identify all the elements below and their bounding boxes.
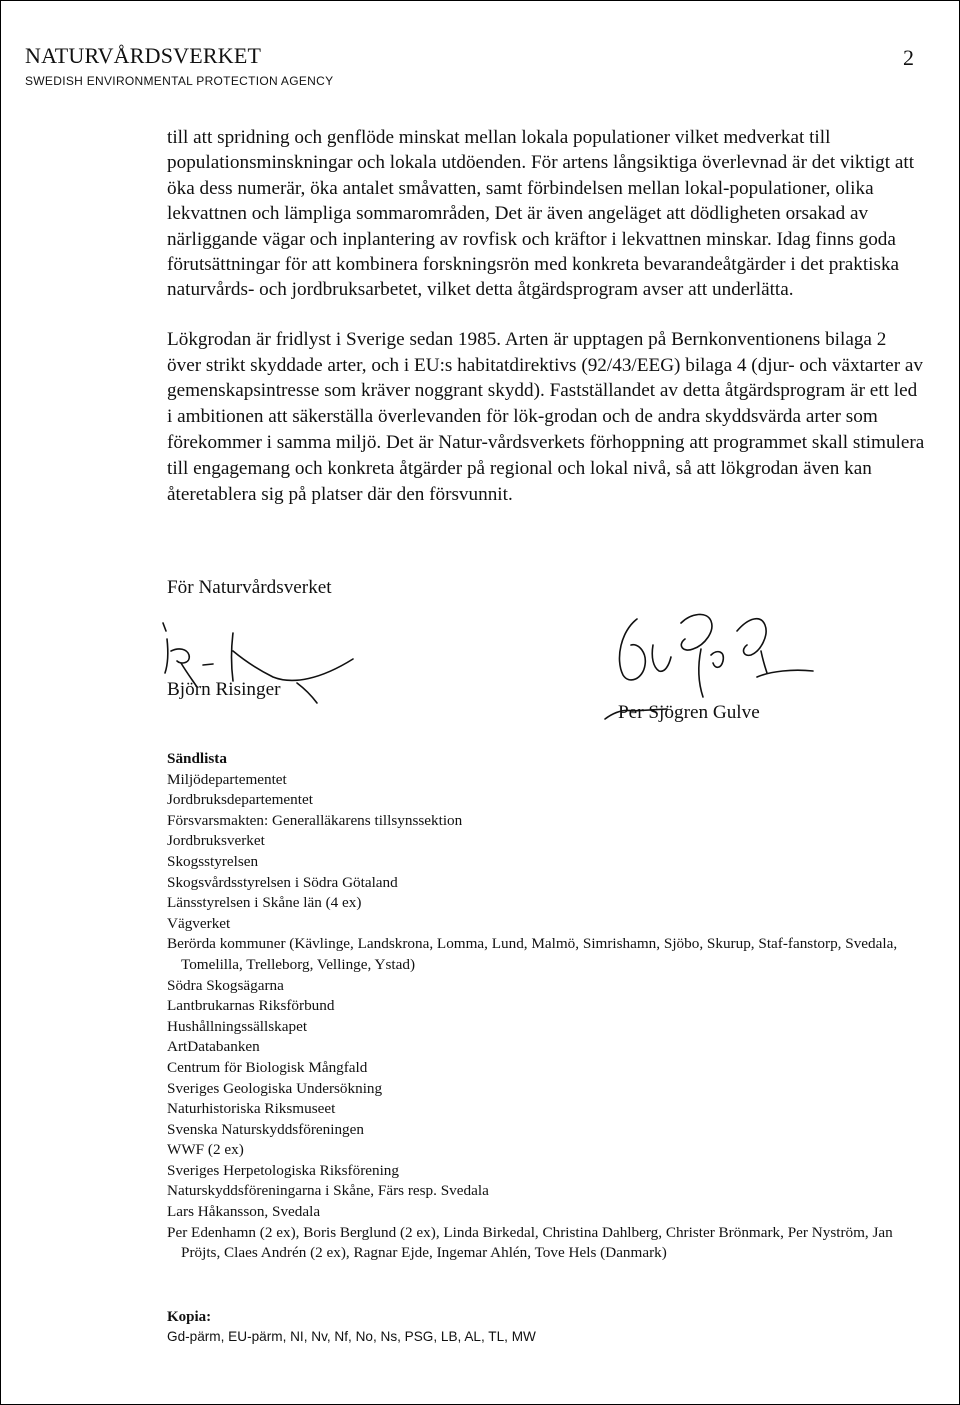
list-item: Jordbruksverket: [167, 832, 265, 850]
list-item: Svenska Naturskyddsföreningen: [167, 1120, 364, 1138]
page-number: 2: [903, 45, 914, 70]
list-item: Lars Håkansson, Svedala: [167, 1203, 321, 1221]
list-item: WWF (2 ex): [167, 1141, 244, 1159]
list-item: ArtDatabanken: [167, 1038, 260, 1056]
list-item: Lantbrukarnas Riksförbund: [167, 997, 335, 1015]
list-item: Naturskyddsföreningarna i Skåne, Färs resp. Svedala: [167, 1182, 489, 1200]
closing-line: För Naturvårdsverket: [167, 577, 332, 598]
list-item: Naturhistoriska Riksmuseet: [167, 1100, 336, 1118]
list-item: Skogsstyrelsen: [167, 852, 259, 870]
list-item: Centrum för Biologisk Mångfald: [167, 1058, 368, 1076]
copy-title: Kopia:: [167, 1309, 212, 1325]
organization-subtitle: SWEDISH ENVIRONMENTAL PROTECTION AGENCY: [25, 74, 334, 88]
distribution-title: Sändlista: [167, 750, 227, 767]
list-item: Södra Skogsägarna: [167, 976, 284, 994]
signatory-name-2: Per Sjögren Gulve: [618, 702, 760, 723]
list-item: Per Edenhamn (2 ex), Boris Berglund (2 ex), Linda Birkedal, Christina Dahlberg, Christer Brönmark, Per Nyström, Jan Pröjts, Claes Andrén (2 ex), Ragnar Ejde, Ingemar Ahlén, Tove Hels (Danmark): [167, 1223, 893, 1262]
list-item: Sveriges Herpetologiska Riksförening: [167, 1161, 399, 1179]
list-item: Skogsvårdsstyrelsen i Södra Götaland: [167, 873, 398, 891]
list-item: Vägverket: [167, 914, 231, 932]
list-item: Jordbruksdepartementet: [167, 791, 313, 809]
body-text: [167, 125, 925, 507]
list-item: Hushållningssällskapet: [167, 1017, 308, 1035]
list-item: Miljödepartementet: [167, 770, 287, 788]
body-paragraph-1: till att spridning och genflöde minskat mellan lokala populationer vilket medverkat till populationsminskningar och lokala utdöenden. För artens långsiktiga överlevnad är det viktigt att öka dess numerär, öka antalet småvatten, samt förbindelsen mellan lokal-populationer, olika lekvattnen och lämpliga sommarområden, Det är även angeläget att dödligheten orsakad av närliggande vägar och inplantering av rovfisk och kräftor i lekvattnen minskar. Idag finns goda förutsättningar för att kombinera forskningsrön med konkreta bevarandeåtgärder i det praktiska naturvårds- och jordbruksarbetet, vilket detta åtgärdsprogram avser att underlätta.: [167, 127, 915, 301]
signatory-name-1: Björn Risinger: [167, 679, 281, 700]
list-item: Försvarsmakten: Generalläkarens tillsynssektion: [167, 811, 463, 829]
distribution-list: [167, 749, 927, 1264]
list-item: Länsstyrelsen i Skåne län (4 ex): [167, 894, 362, 912]
signature-risinger-icon: [141, 611, 401, 721]
body-paragraph-2: Lökgrodan är fridlyst i Sverige sedan 1985. Arten är upptagen på Bernkonventionens bilaga 2 över strikt skyddade arter, och i EU:s habitatdirektivs (92/43/EEG) bilaga 4 (djur- och växtarter av gemenskapsintresse som kräver noggrant skydd). Fastställandet av detta åtgärdsprogram är ett led i ambitionen att säkerställa överlevanden för lök-grodan och de andra skyddsvärda arter som förekommer i samma miljö. Det är Natur-vårdsverkets förhoppning att programmet skall stimulera till engagemang och konkreta åtgärder på regional och lokal nivå, så att lökgrodan även kan återetablera sig på platser där den försvunnit.: [167, 328, 925, 505]
list-item: Sveriges Geologiska Undersökning: [167, 1079, 383, 1097]
organization-name: NATURVÅRDSVERKET: [25, 43, 262, 68]
copy-recipients: Gd-pärm, EU-pärm, NI, Nv, Nf, No, Ns, PSG, LB, AL, TL, MW: [167, 1329, 536, 1344]
copy-section: [167, 1307, 927, 1347]
list-item: Berörda kommuner (Kävlinge, Landskrona, Lomma, Lund, Malmö, Simrishamn, Sjöbo, Skurup, Staf-fanstorp, Svedala, Tomelilla, Trelleborg, Vellinge, Ystad): [167, 935, 898, 973]
